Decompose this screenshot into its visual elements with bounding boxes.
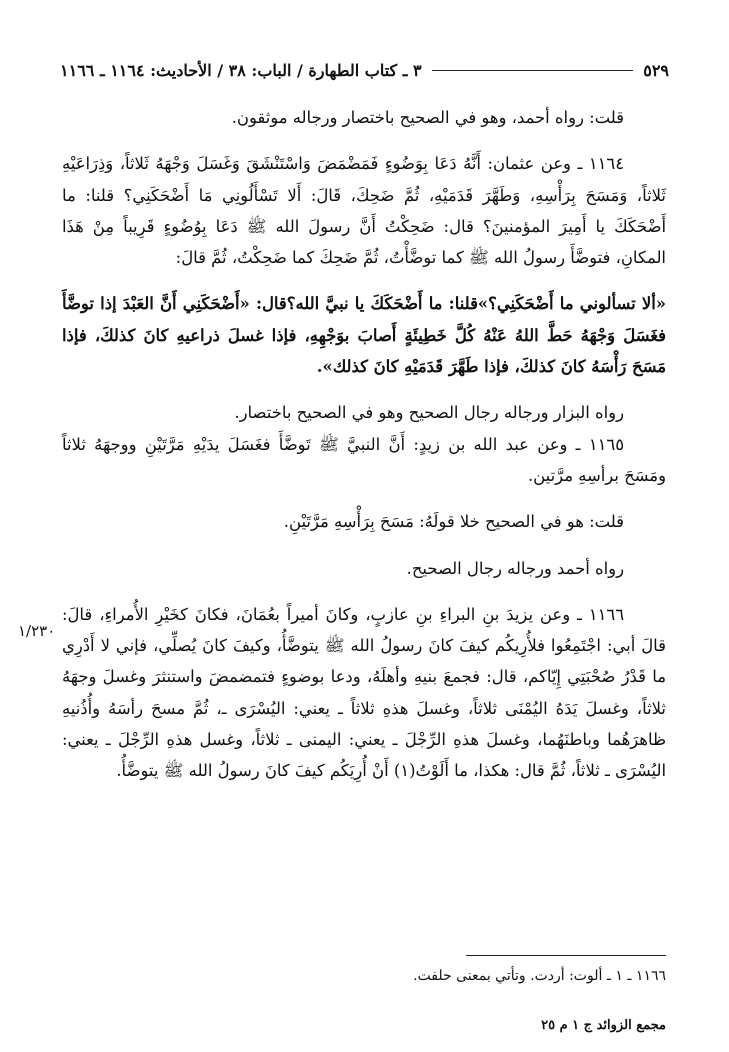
page-number: ٥٢٩: [643, 60, 669, 80]
hadith-1166: ١١٦٦ ـ وعن يزيدَ بنِ البراءِ بنِ عازبٍ، وكانَ أميراً بعُمَانَ، فكانَ كخَيْرِ الأُمراءِ، قالَ: قالَ أبي: اجْتَمِعُوا فلأُرِيكُم كيفَ كانَ رسولُ الله ﷺ يتوضَّأُ، وكيفَ كانَ يُصلِّي، فإني لا أَدْرِي ما قَدْرُ صُحْبَتِي إِيّاكم، قال: فجمعَ بنيهِ وأهلَهُ، ودعا بوضوءٍ فتمضمضَ واستنثرَ وغسلَ وجهَهُ ثلاثاً، وغسلَ يَدَهُ اليُمْنَى ثلاثاً، وغسلَ هذهِ ثلاثاً ـ يعني: اليُسْرَى ـ، ثُمَّ مسحَ رأسَهُ وأُذُنيهِ ظاهرَهُما وباطنَهُما، وغسلَ هذهِ الرِّجْلَ ـ يعني: اليمنى ـ ثلاثاً، وغسل هذهِ الرِّجْلَ ـ يعني: اليُسْرَى ـ ثلاثاً، ثُمَّ قال: هكذا، ما أَلَوْتُ(١) أَنْ أُرِيَكُم كيفَ كانَ رسولُ الله ﷺ يتوضَّأُ.: [62, 604, 666, 781]
footnote: ١١٦٦ ـ ١ ـ ألوت: أردت. وتأتي بمعنى حلفت.: [413, 968, 666, 984]
margin-reference: ١/٢٣٠: [18, 622, 56, 640]
hadith-1164-quote: «ألا تسألوني ما أَضْحَكَنِي؟»قلنا: ما أَضْحَكَكَ يا نبيَّ الله؟قال: «أَضْحَكَنِي أَنَّ العَبْدَ إذا توضَّأَ فغَسَلَ وَجْهَهُ حَطَّ اللهُ عَنْهُ كُلَّ خَطِيئَةٍ أَصابَ بوَجْهِهِ، فإذا غسلَ ذراعيهِ كانَ كذلكَ، فإذا مَسَحَ رَأْسَهُ كانَ كذلكَ، فإذا طَهَّرَ قَدَمَيْهِ كانَ كذلك».: [62, 294, 666, 377]
page-body: [62, 102, 666, 787]
header-rule: [432, 70, 634, 71]
page-header: [60, 56, 669, 84]
running-title: ٣ ـ كتاب الطهارة / الباب: ٣٨ / الأحاديث: ١١٦٤ ـ ١١٦٦: [60, 60, 422, 80]
hadith-1165: ١١٦٥ ـ وعن عبد الله بن زيدٍ: أَنَّ النبيَّ ﷺ تَوضَّأَ فغَسَلَ يدَيْهِ مَرَّتَيْنِ ووجهَهُ ثلاثاً ومَسَحَ برأسِهِ مرَّتين.: [62, 434, 666, 485]
paragraph-note-2: قلت: هو في الصحيح خلا قولَهُ: مَسَحَ بِرَأْسِهِ مَرَّتَيْنِ.: [283, 512, 624, 532]
footnote-separator: [466, 955, 666, 956]
narration-note-2: رواه أحمد ورجاله رجال الصحيح.: [406, 558, 624, 578]
hadith-1164: ١١٦٤ ـ وعن عثمان: أَنَّهُ دَعَا بِوَضُوءٍ فَمَضْمَضَ وَاسْتَنْشَقَ وَغَسَلَ وَجْهَهُ ثَلاثاً، وَذِرَاعَيْهِ ثَلاثاً، وَمَسَحَ بِرَأْسِهِ، وَطَهَّرَ قَدَمَيْهِ، ثُمَّ ضَحِكَ، قَالَ: أَلا تَسْأَلُونِي مَا أَضْحَكَنِي؟ قلنا: ما أَضْحَكَكَ يا أَمِيرَ المؤمنينَ؟ قال: ضَحِكْتُ أَنَّ رسولَ الله ﷺ دَعَا بِوُضُوءٍ قَرِيباً مِنْ هَذَا المكانِ، فتوضَّأَ رسولُ الله ﷺ كما توضَّأْتُ، ثُمَّ ضَحِكَ كما ضَحِكْتُ، ثُمَّ قالَ:: [62, 154, 666, 268]
volume-signature: مجمع الزوائد ج ١ م ٢٥: [541, 1018, 666, 1033]
narration-note-1: رواه البزار ورجاله رجال الصحيح وهو في الصحيح باختصار.: [234, 403, 624, 423]
paragraph-note-1: قلت: رواه أحمد، وهو في الصحيح باختصار ورجاله موثقون.: [231, 108, 624, 127]
